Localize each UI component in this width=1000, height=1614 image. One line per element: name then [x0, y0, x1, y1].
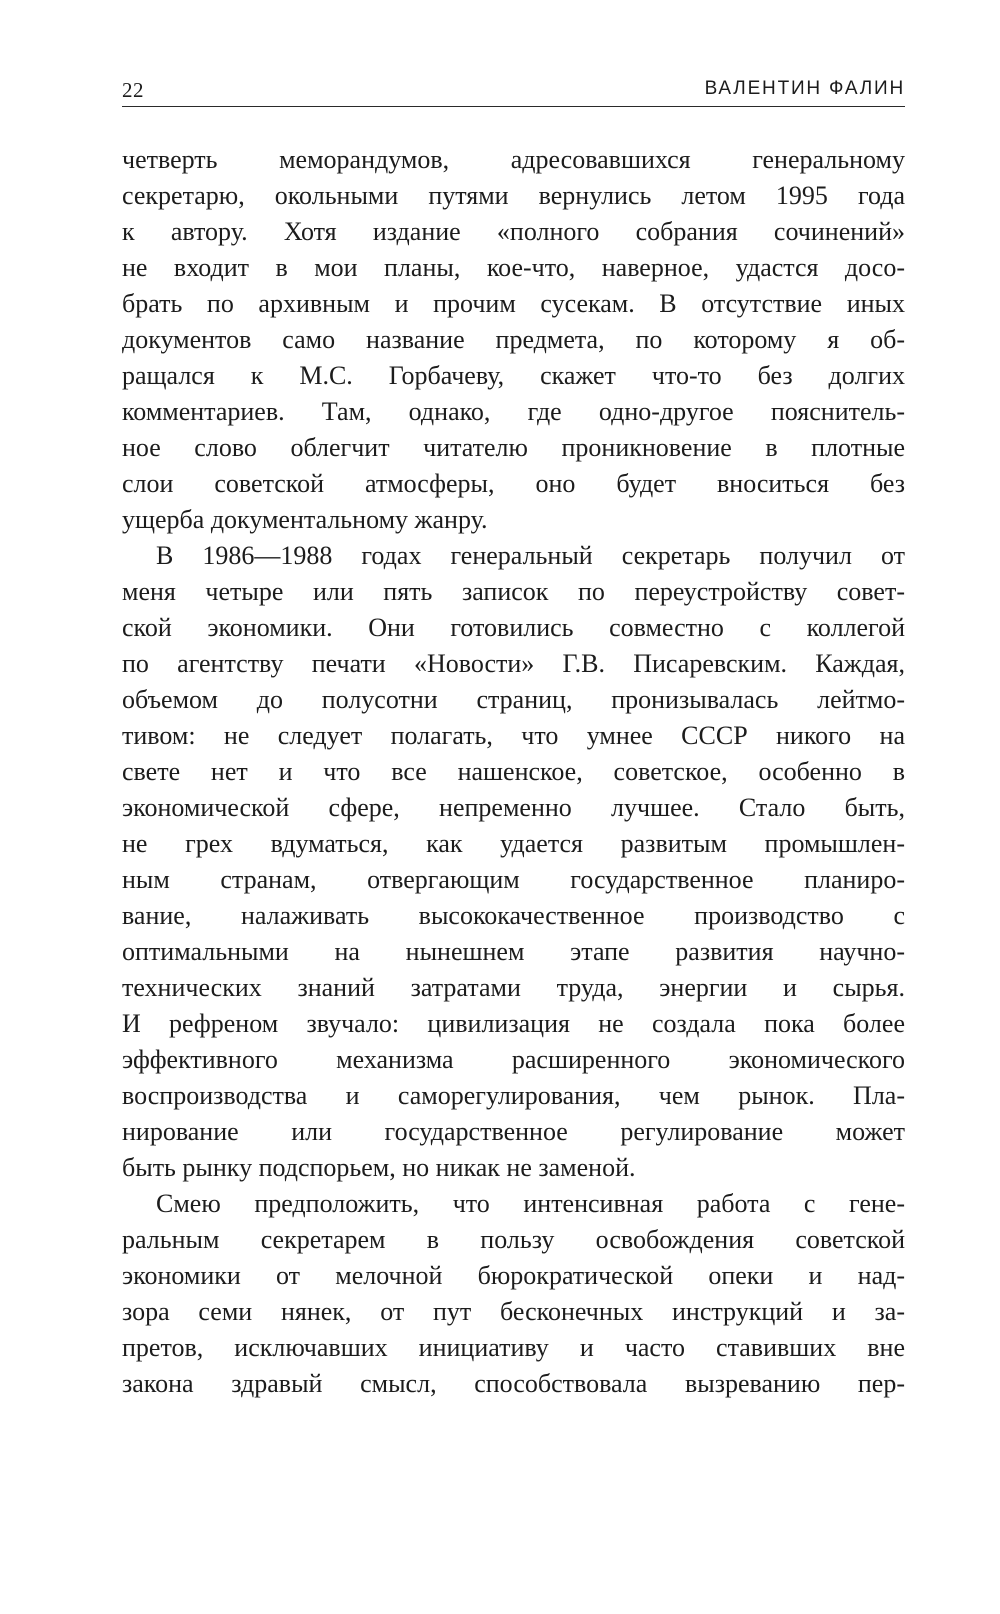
text-line: тивом: не следует полагать, что умнее СССР никого на	[122, 721, 905, 750]
text-line: ущерба документальному жанру.	[122, 505, 488, 534]
text-line: технических знаний затратами труда, энергии и сырья.	[122, 973, 905, 1002]
running-head	[122, 72, 905, 107]
paragraph-1	[122, 142, 905, 538]
text-line: ращался к М.С. Горбачеву, скажет что-то без долгих	[122, 361, 905, 390]
text-line: зора семи нянек, от пут бесконечных инструкций и за-	[122, 1297, 905, 1326]
text-line: оптимальными на нынешнем этапе развития научно-	[122, 937, 905, 966]
text-line: брать по архивным и прочим сусекам. В отсутствие иных	[122, 289, 905, 318]
text-line: ральным секретарем в пользу освобождения советской	[122, 1225, 905, 1254]
text-line: свете нет и что все нашенское, советское, особенно в	[122, 757, 905, 786]
text-line: Смею предположить, что интенсивная работа с гене-	[156, 1189, 905, 1218]
text-line: не грех вдуматься, как удается развитым промышлен-	[122, 829, 905, 858]
text-line: нирование или государственное регулирование может	[122, 1117, 905, 1146]
running-title: ВАЛЕНТИН ФАЛИН	[704, 78, 905, 99]
text-line: экономической сфере, непременно лучшее. Стало быть,	[122, 793, 905, 822]
text-line: ской экономики. Они готовились совместно с коллегой	[122, 613, 905, 642]
text-line: экономики от мелочной бюрократической опеки и над-	[122, 1261, 905, 1290]
page-number: 22	[122, 78, 144, 102]
text-line: закона здравый смысл, способствовала вызреванию пер-	[122, 1369, 905, 1398]
text-line: эффективного механизма расширенного экономического	[122, 1045, 905, 1074]
text-line: ное слово облегчит читателю проникновение в плотные	[122, 433, 905, 462]
paragraph-3	[122, 1186, 905, 1402]
text-line: воспроизводства и саморегулирования, чем рынок. Пла-	[122, 1081, 905, 1110]
text-line: не входит в мои планы, кое-что, наверное, удастся досо-	[122, 253, 905, 282]
text-line: И рефреном звучало: цивилизация не создала пока более	[122, 1009, 905, 1038]
text-line: слои советской атмосферы, оно будет вноситься без	[122, 469, 905, 498]
text-line: быть рынку подспорьем, но никак не заменой.	[122, 1153, 636, 1182]
text-line: комментариев. Там, однако, где одно-другое пояснитель-	[122, 397, 905, 426]
text-line: В 1986—1988 годах генеральный секретарь получил от	[156, 541, 905, 570]
text-line: по агентству печати «Новости» Г.В. Писаревским. Каждая,	[122, 649, 905, 678]
text-line: четверть меморандумов, адресовавшихся генеральному	[122, 145, 905, 174]
text-line: объемом до полусотни страниц, пронизывалась лейтмо-	[122, 685, 905, 714]
body-text	[122, 142, 905, 1402]
paragraph-2	[122, 538, 905, 1186]
text-line: вание, налаживать высококачественное производство с	[122, 901, 905, 930]
text-line: меня четыре или пять записок по переустройству совет-	[122, 577, 905, 606]
text-line: ным странам, отвергающим государственное планиро-	[122, 865, 905, 894]
text-line: секретарю, окольными путями вернулись летом 1995 года	[122, 181, 905, 210]
text-line: документов само название предмета, по которому я об-	[122, 325, 905, 354]
text-line: претов, исключавших инициативу и часто ставивших вне	[122, 1333, 905, 1362]
text-line: к автору. Хотя издание «полного собрания сочинений»	[122, 217, 905, 246]
